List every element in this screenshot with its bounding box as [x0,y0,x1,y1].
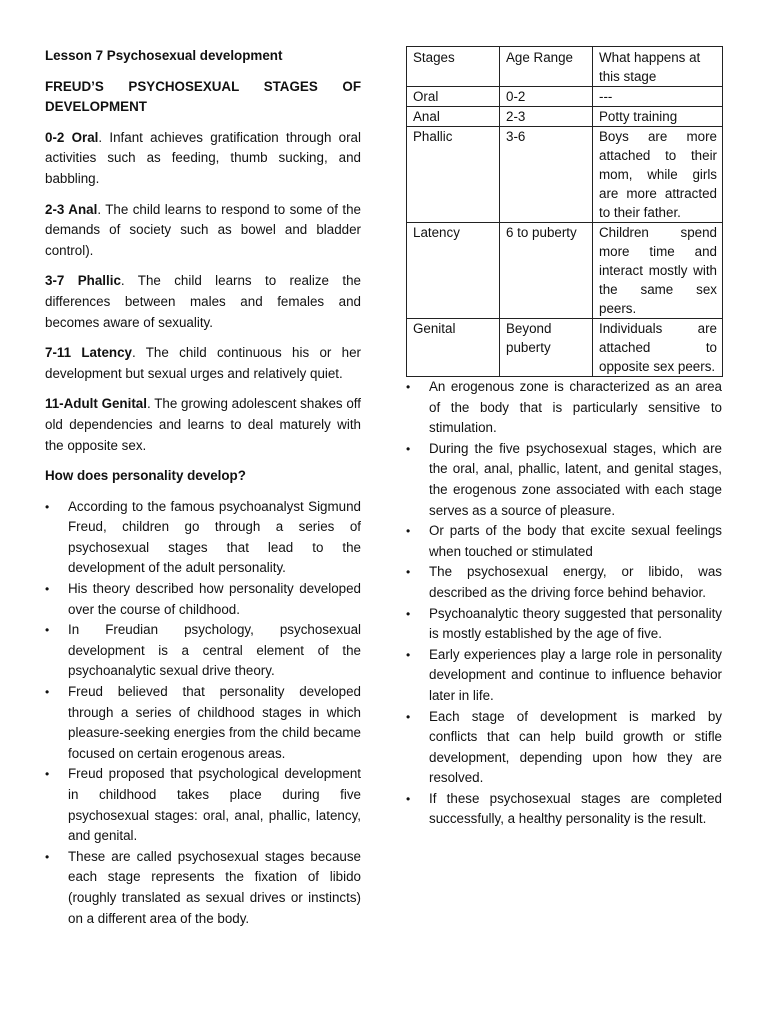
left-column [45,46,361,929]
left-bullet-list [45,497,361,929]
table-cell: Children spend more time and interact mostly with the same sex peers. [593,223,723,319]
bullet-icon: • [45,623,50,638]
stage-text: . The child learns to respond to some of the demands of society such as bowel and bladder control). [45,201,361,258]
list-item-text: These are called psychosexual stages because each stage represents the fixation of libido (roughly translated as sexual drives or instincts) on a different area of the body. [68,848,361,926]
stages-table [406,46,723,377]
table-row [407,127,723,223]
list-item-text: During the five psychosexual stages, which are the oral, anal, phallic, latent, and genital stages, the erogenous zone associated with each stage serves as a source of pleasure. [429,440,722,518]
bullet-icon: • [406,606,411,621]
stage-paragraph [45,343,361,384]
list-item [406,439,722,521]
table-cell: Latency [407,223,500,319]
table-header-row [407,47,723,87]
table-cell: Potty training [593,107,723,127]
stage-label: 0-2 Oral [45,129,99,145]
table-cell: Phallic [407,127,500,223]
bullet-icon: • [45,767,50,782]
right-column [406,46,722,830]
bullet-icon: • [406,647,411,662]
lesson-title: Lesson 7 Psychosexual development [45,48,283,63]
stage-text: . Infant achieves gratification through oral activities such as feeding, thumb sucking, and babbling. [45,129,361,186]
bullet-icon: • [406,380,411,394]
table-row [407,87,723,107]
bullet-icon: • [45,685,50,700]
bullet-icon: • [406,524,411,539]
list-item [406,707,722,789]
list-item-text: Or parts of the body that excite sexual feelings when touched or stimulated [429,523,722,559]
stage-label: 3-7 Phallic [45,273,121,289]
list-item-text: His theory described how personality developed over the course of childhood. [68,581,361,617]
table-cell: 6 to puberty [500,223,593,319]
bullet-icon: • [406,709,411,724]
table-cell: 2-3 [500,107,593,127]
list-item-text: Freud proposed that psychological development in childhood takes place during five psychosexual stages: oral, anal, phallic, latency, and genital. [68,766,361,844]
table-row [407,107,723,127]
stage-text: . The child learns to realize the differences between males and females and becomes aware of sexuality. [45,273,361,330]
list-item-text: The psychosexual energy, or libido, was described as the driving force behind behavior. [429,564,722,600]
list-item [45,620,361,682]
table-cell: 3-6 [500,127,593,223]
table-header-cell: Age Range [500,47,593,87]
table-cell: Individuals are attached to opposite sex peers. [593,319,723,377]
list-item [45,682,361,764]
list-item [406,377,722,439]
list-item [406,562,722,603]
list-item-text: An erogenous zone is characterized as an area of the body that is particularly sensitive to stimulation. [429,379,722,436]
list-item [45,497,361,579]
table-cell: Boys are more attached to their mom, while girls are more attracted to their father. [593,127,723,223]
table-cell: Genital [407,319,500,377]
list-item-text: Freud believed that personality developed through a series of childhood stages in which pleasure-seeking energies from the child became focused on certain erogenous areas. [68,684,361,761]
list-item-text: Psychoanalytic theory suggested that personality is mostly established by the age of five. [429,605,722,642]
right-bullet-list [406,377,722,830]
table-cell: Oral [407,87,500,107]
stage-label: 11-Adult Genital [45,396,147,412]
bullet-icon: • [45,499,50,514]
bullet-icon: • [406,565,411,580]
table-cell: --- [593,87,723,107]
stage-text: . The growing adolescent shakes off old dependencies and learns to deal maturely with the opposite sex. [45,396,362,453]
stage-paragraph [45,200,361,262]
list-item-text: Each stage of development is marked by conflicts that can help build growth or stifle development, depending upon how they are resolved. [429,708,722,786]
list-item [406,645,722,707]
list-item-text: According to the famous psychoanalyst Sigmund Freud, children go through a series of psychosexual stages that lead to the development of the adult personality. [68,498,361,576]
table-cell: Anal [407,107,500,127]
list-item-text: Early experiences play a large role in personality development and continue to influence behavior later in life. [429,646,722,703]
list-item-text: If these psychosexual stages are completed successfully, a healthy personality is the result. [429,790,722,827]
bullet-icon: • [406,441,411,456]
table-row [407,319,723,377]
list-item [45,579,361,620]
list-item [406,789,722,830]
stage-label: 2-3 Anal [45,201,98,217]
stage-paragraph [45,128,361,190]
table-cell: 0-2 [500,87,593,107]
section-title: FREUD’S PSYCHOSEXUAL STAGES OF DEVELOPMENT [45,78,361,115]
bullet-icon: • [406,791,411,806]
bullet-icon: • [45,582,50,597]
stage-paragraph [45,271,361,333]
table-row [407,223,723,319]
stage-paragraph [45,394,361,456]
list-item [406,521,722,562]
table-header-cell: Stages [407,47,500,87]
stage-label: 7-11 Latency [45,345,132,361]
table-header-cell: What happens at this stage [593,47,723,87]
section-question: How does personality develop? [45,468,246,484]
bullet-icon: • [45,849,50,864]
stage-text: . The child continuous his or her development but sexual urges and relatively quiet. [45,345,361,381]
list-item-text: In Freudian psychology, psychosexual development is a central element of the psychoanalytic sexual drive theory. [68,622,361,679]
table-cell: Beyond puberty [500,319,593,377]
list-item [45,847,361,929]
list-item [45,764,361,846]
list-item [406,604,722,645]
